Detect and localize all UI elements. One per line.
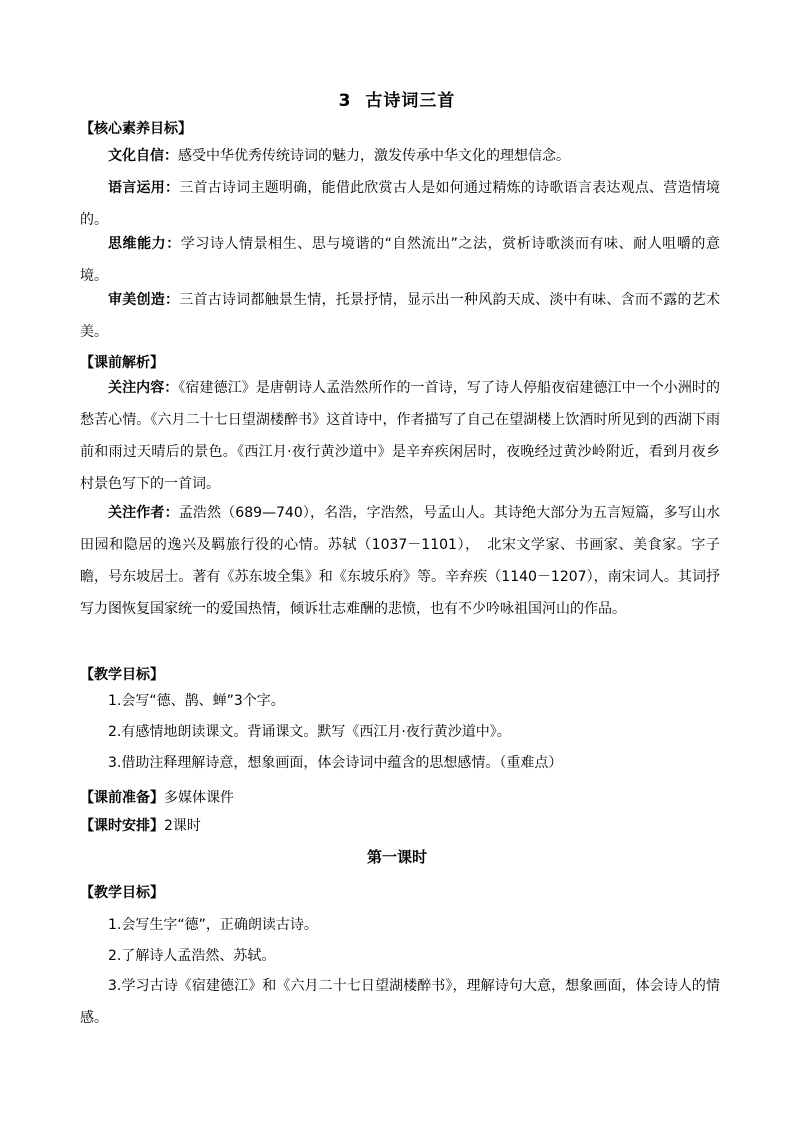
core-item-thinking [80,228,720,292]
teaching-goal-item: 3.借助注释理解诗意，想象画面，体会诗词中蕴含的思想感情。（重难点） [108,755,563,771]
lesson-title: 古诗词三首 [365,91,456,111]
teaching-goal-item: 2.有感情地朗读课文。背诵课文。默写《西江月·夜行黄沙道中》。 [108,724,511,740]
prep-text: 多媒体课件 [164,790,234,806]
analysis-item-label: 关注作者： [108,505,179,521]
lesson1-title: 第一课时 [366,848,427,866]
lesson1-goal-item: 1.会写生字“德”，正确朗读古诗。 [108,917,318,933]
core-item-text: 三首古诗词主题明确，能借此欣赏古人是如何通过精炼的诗歌语言表达观点、营造情境的。 [80,180,721,228]
core-item-culture [80,140,720,172]
teaching-goal-item: 1.会写“德、鹊、蝉”3个字。 [108,693,285,709]
prep-heading: 【课前准备】 [80,790,164,806]
analysis-item-author [80,497,720,625]
schedule-text: 2课时 [164,818,201,834]
lesson1-goal-item: 2.了解诗人孟浩然、苏轼。 [108,948,276,964]
core-item-aesthetic [80,284,720,348]
lesson1-goals-heading: 【教学目标】 [80,885,164,901]
analysis-item-text: 《宿建德江》是唐朝诗人孟浩然所作的一首诗，写了诗人停船夜宿建德江中一个小洲时的愁苦心情。《六月二十七日望湖楼醉书》这首诗中，作者描写了自己在望湖楼上饮酒时所见到的西湖下雨前和雨过天晴后的景色。《西江月·夜行黄沙道中》是辛弃疾闲居时，夜晚经过黄沙岭附近，看到月夜乡村景色写下的一首词。 [80,380,721,492]
prep-line [80,787,234,807]
schedule-line [80,815,201,835]
core-item-label: 审美创造： [108,292,180,308]
core-item-language [80,172,720,236]
page-title [0,86,794,111]
core-item-label: 思维能力： [108,236,181,252]
analysis-heading: 【课前解析】 [80,355,164,371]
teaching-goals-heading: 【教学目标】 [80,667,164,683]
analysis-item-text: 孟浩然（689—740），名浩，字浩然，号孟山人。其诗绝大部分为五言短篇，多写山水田园和隐居的逸兴及羁旅行役的心情。苏轼（1037－1101）， 北宋文学家、书画家、美食家。字子瞻，号东坡居士。著有《苏东坡全集》和《东坡乐府》等。辛弃疾（1140－1207），南宋词人。其词抒写力图恢复国家统一的爱国热情，倾诉壮志难酬的悲愤，也有不少吟咏祖国河山的作品。 [80,505,720,617]
core-goals-heading: 【核心素养目标】 [80,121,192,137]
lesson1-goal-item: 3.学习古诗《宿建德江》和《六月二十七日望湖楼醉书》，理解诗句大意，想象画面，体会诗人的情感。 [80,978,720,1026]
lesson-number: 3 [338,91,352,111]
core-item-text: 三首古诗词都触景生情，托景抒情，显示出一种风韵天成、淡中有味、含而不露的艺术美。 [80,292,721,340]
core-item-text: 感受中华优秀传统诗词的魅力，激发传承中华文化的理想信念。 [178,148,570,164]
core-item-text: 学习诗人情景相生、思与境谐的“自然流出”之法，赏析诗歌淡而有味、耐人咀嚼的意境。 [80,236,720,284]
analysis-item-label: 关注内容： [108,380,179,396]
schedule-heading: 【课时安排】 [80,818,164,834]
analysis-item-content [80,372,720,500]
core-item-label: 语言运用： [108,180,180,196]
core-item-label: 文化自信： [108,148,178,164]
